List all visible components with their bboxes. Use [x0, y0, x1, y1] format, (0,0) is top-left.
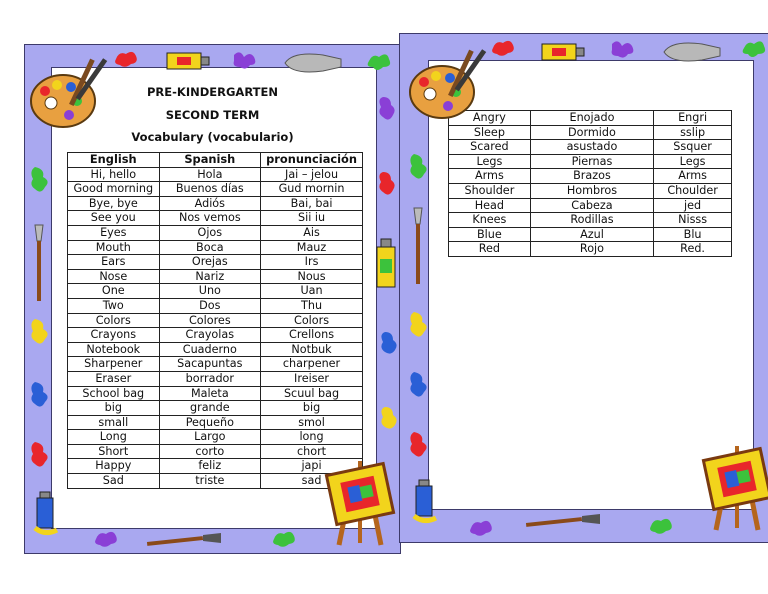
- vocabulary-page-left: [24, 44, 401, 554]
- cell-english: Hi, hello: [68, 167, 160, 182]
- cell-pronunciation: big: [261, 401, 363, 416]
- table-row: [449, 169, 732, 184]
- cell-spanish: triste: [159, 474, 261, 489]
- title-grade: PRE-KINDERGARTEN: [147, 85, 278, 99]
- cell-spanish: Nariz: [159, 269, 261, 284]
- cell-english: Arms: [449, 169, 531, 184]
- paint-splat-icon: [365, 51, 393, 73]
- table-header-row: [68, 153, 363, 168]
- header-pronunciation: pronunciación: [261, 153, 363, 168]
- cell-pronunciation: smol: [261, 415, 363, 430]
- table-row: [449, 242, 732, 257]
- paint-tube-icon: [165, 49, 213, 73]
- cell-spanish: Crayolas: [159, 328, 261, 343]
- cell-spanish: Maleta: [159, 386, 261, 401]
- cell-english: small: [68, 415, 160, 430]
- vocabulary-table-continued: [448, 110, 732, 257]
- cell-english: Sad: [68, 474, 160, 489]
- cell-english: Ears: [68, 255, 160, 270]
- paint-splat-icon: [379, 405, 399, 431]
- cell-english: Shoulder: [449, 183, 531, 198]
- cell-spanish: Orejas: [159, 255, 261, 270]
- cell-english: Legs: [449, 154, 531, 169]
- paint-splat-icon: [408, 310, 430, 340]
- cell-pronunciation: Thu: [261, 298, 363, 313]
- cell-pronunciation: jed: [654, 198, 732, 213]
- table-row: [68, 430, 363, 445]
- cell-pronunciation: Legs: [654, 154, 732, 169]
- paint-splat-icon: [29, 317, 51, 347]
- vocabulary-table: [67, 152, 363, 489]
- cell-spanish: Buenos días: [159, 182, 261, 197]
- cell-english: Sleep: [449, 125, 531, 140]
- paintbrush-icon: [524, 512, 604, 530]
- table-row: [449, 227, 732, 242]
- cell-pronunciation: Arms: [654, 169, 732, 184]
- paint-splat-icon: [740, 38, 768, 60]
- cell-pronunciation: Crellons: [261, 328, 363, 343]
- paint-tube-icon: [662, 38, 728, 66]
- cell-pronunciation: long: [261, 430, 363, 445]
- table-row: [68, 401, 363, 416]
- cell-pronunciation: Red.: [654, 242, 732, 257]
- cell-spanish: Ojos: [159, 225, 261, 240]
- cell-pronunciation: sad: [261, 474, 363, 489]
- cell-english: One: [68, 284, 160, 299]
- header-english: English: [68, 153, 160, 168]
- cell-spanish: grande: [159, 401, 261, 416]
- paint-tube-icon: [283, 49, 349, 77]
- cell-pronunciation: Blu: [654, 227, 732, 242]
- cell-spanish: Piernas: [530, 154, 653, 169]
- paint-splat-icon: [648, 516, 674, 536]
- cell-spanish: borrador: [159, 371, 261, 386]
- table-row: [68, 255, 363, 270]
- cell-english: Long: [68, 430, 160, 445]
- paintbrush-icon: [31, 223, 47, 303]
- table-row: [449, 140, 732, 155]
- cell-spanish: Sacapuntas: [159, 357, 261, 372]
- cell-pronunciation: Colors: [261, 313, 363, 328]
- cell-english: Blue: [449, 227, 531, 242]
- easel-painting-icon: [696, 440, 768, 535]
- cell-spanish: feliz: [159, 459, 261, 474]
- cell-english: Knees: [449, 213, 531, 228]
- paint-splat-icon: [408, 430, 430, 460]
- table-row: [68, 415, 363, 430]
- cell-english: Good morning: [68, 182, 160, 197]
- cell-spanish: Boca: [159, 240, 261, 255]
- cell-english: Notebook: [68, 342, 160, 357]
- cell-pronunciation: Uan: [261, 284, 363, 299]
- paint-splat-icon: [29, 165, 51, 195]
- cell-pronunciation: charpener: [261, 357, 363, 372]
- cell-english: See you: [68, 211, 160, 226]
- paint-splat-icon: [29, 440, 51, 470]
- cell-english: Nose: [68, 269, 160, 284]
- cell-spanish: Cabeza: [530, 198, 653, 213]
- cell-english: School bag: [68, 386, 160, 401]
- cell-pronunciation: Irs: [261, 255, 363, 270]
- table-row: [68, 240, 363, 255]
- table-row: [68, 298, 363, 313]
- cell-pronunciation: Nous: [261, 269, 363, 284]
- table-row: [68, 182, 363, 197]
- cell-spanish: Adiós: [159, 196, 261, 211]
- table-row: [68, 225, 363, 240]
- paint-splat-icon: [379, 330, 399, 356]
- paint-tube-icon: [410, 478, 440, 524]
- cell-spanish: Dos: [159, 298, 261, 313]
- title-vocabulary: Vocabulary (vocabulario): [131, 130, 294, 144]
- cell-english: Two: [68, 298, 160, 313]
- cell-english: Head: [449, 198, 531, 213]
- cell-english: Mouth: [68, 240, 160, 255]
- cell-pronunciation: Gud mornin: [261, 182, 363, 197]
- cell-spanish: Enojado: [530, 111, 653, 126]
- table-row: [449, 183, 732, 198]
- cell-english: Red: [449, 242, 531, 257]
- table-row: [68, 357, 363, 372]
- paintbrush-icon: [145, 531, 225, 549]
- cell-spanish: Hombros: [530, 183, 653, 198]
- paint-tube-icon: [540, 40, 588, 64]
- cell-english: Sharpener: [68, 357, 160, 372]
- cell-pronunciation: Nisss: [654, 213, 732, 228]
- cell-pronunciation: chort: [261, 444, 363, 459]
- cell-pronunciation: Ireiser: [261, 371, 363, 386]
- cell-pronunciation: Jai – jelou: [261, 167, 363, 182]
- cell-spanish: Rodillas: [530, 213, 653, 228]
- paint-splat-icon: [408, 370, 430, 400]
- paint-splat-icon: [490, 38, 516, 58]
- table-row: [449, 154, 732, 169]
- cell-spanish: Rojo: [530, 242, 653, 257]
- vocabulary-page-right: [399, 33, 768, 543]
- cell-spanish: Largo: [159, 430, 261, 445]
- easel-painting-icon: [319, 455, 399, 550]
- paint-splat-icon: [29, 380, 51, 410]
- cell-english: Colors: [68, 313, 160, 328]
- paint-tube-icon: [373, 237, 399, 289]
- table-row: [68, 342, 363, 357]
- cell-pronunciation: Sii iu: [261, 211, 363, 226]
- table-row: [449, 198, 732, 213]
- paint-splat-icon: [608, 38, 636, 60]
- cell-spanish: corto: [159, 444, 261, 459]
- cell-pronunciation: Choulder: [654, 183, 732, 198]
- table-row: [68, 313, 363, 328]
- cell-english: Scared: [449, 140, 531, 155]
- cell-pronunciation: japi: [261, 459, 363, 474]
- paint-splat-icon: [377, 170, 399, 198]
- paint-splat-icon: [377, 95, 399, 123]
- table-row: [68, 196, 363, 211]
- table-row: [68, 269, 363, 284]
- paint-splat-icon: [93, 529, 119, 549]
- cell-pronunciation: sslip: [654, 125, 732, 140]
- cell-spanish: Pequeño: [159, 415, 261, 430]
- cell-pronunciation: Ssquer: [654, 140, 732, 155]
- cell-spanish: Colores: [159, 313, 261, 328]
- table-row: [68, 328, 363, 343]
- title-term: SECOND TERM: [165, 108, 260, 122]
- table-row: [449, 111, 732, 126]
- cell-pronunciation: Bai, bai: [261, 196, 363, 211]
- paintbrush-icon: [410, 206, 426, 286]
- table-row: [68, 167, 363, 182]
- paint-palette-icon: [27, 53, 109, 135]
- table-row: [449, 213, 732, 228]
- cell-pronunciation: Ais: [261, 225, 363, 240]
- table-row: [68, 371, 363, 386]
- paint-splat-icon: [408, 152, 430, 182]
- table-row: [68, 386, 363, 401]
- cell-spanish: Azul: [530, 227, 653, 242]
- cell-spanish: Dormido: [530, 125, 653, 140]
- cell-spanish: Uno: [159, 284, 261, 299]
- cell-english: Eraser: [68, 371, 160, 386]
- cell-english: Crayons: [68, 328, 160, 343]
- table-row: [68, 284, 363, 299]
- paint-splat-icon: [468, 518, 494, 538]
- cell-english: Angry: [449, 111, 531, 126]
- cell-pronunciation: Notbuk: [261, 342, 363, 357]
- cell-english: Eyes: [68, 225, 160, 240]
- header-spanish: Spanish: [159, 153, 261, 168]
- table-row: [449, 125, 732, 140]
- cell-spanish: Nos vemos: [159, 211, 261, 226]
- cell-spanish: asustado: [530, 140, 653, 155]
- table-row: [68, 211, 363, 226]
- paint-splat-icon: [230, 49, 258, 71]
- paint-tube-icon: [31, 490, 61, 536]
- paint-splat-icon: [271, 529, 297, 549]
- cell-pronunciation: Engri: [654, 111, 732, 126]
- cell-english: Short: [68, 444, 160, 459]
- paint-palette-icon: [406, 44, 488, 126]
- cell-spanish: Hola: [159, 167, 261, 182]
- cell-spanish: Brazos: [530, 169, 653, 184]
- cell-pronunciation: Mauz: [261, 240, 363, 255]
- paint-splat-icon: [113, 49, 139, 69]
- cell-english: big: [68, 401, 160, 416]
- cell-pronunciation: Scuul bag: [261, 386, 363, 401]
- cell-spanish: Cuaderno: [159, 342, 261, 357]
- cell-english: Happy: [68, 459, 160, 474]
- cell-english: Bye, bye: [68, 196, 160, 211]
